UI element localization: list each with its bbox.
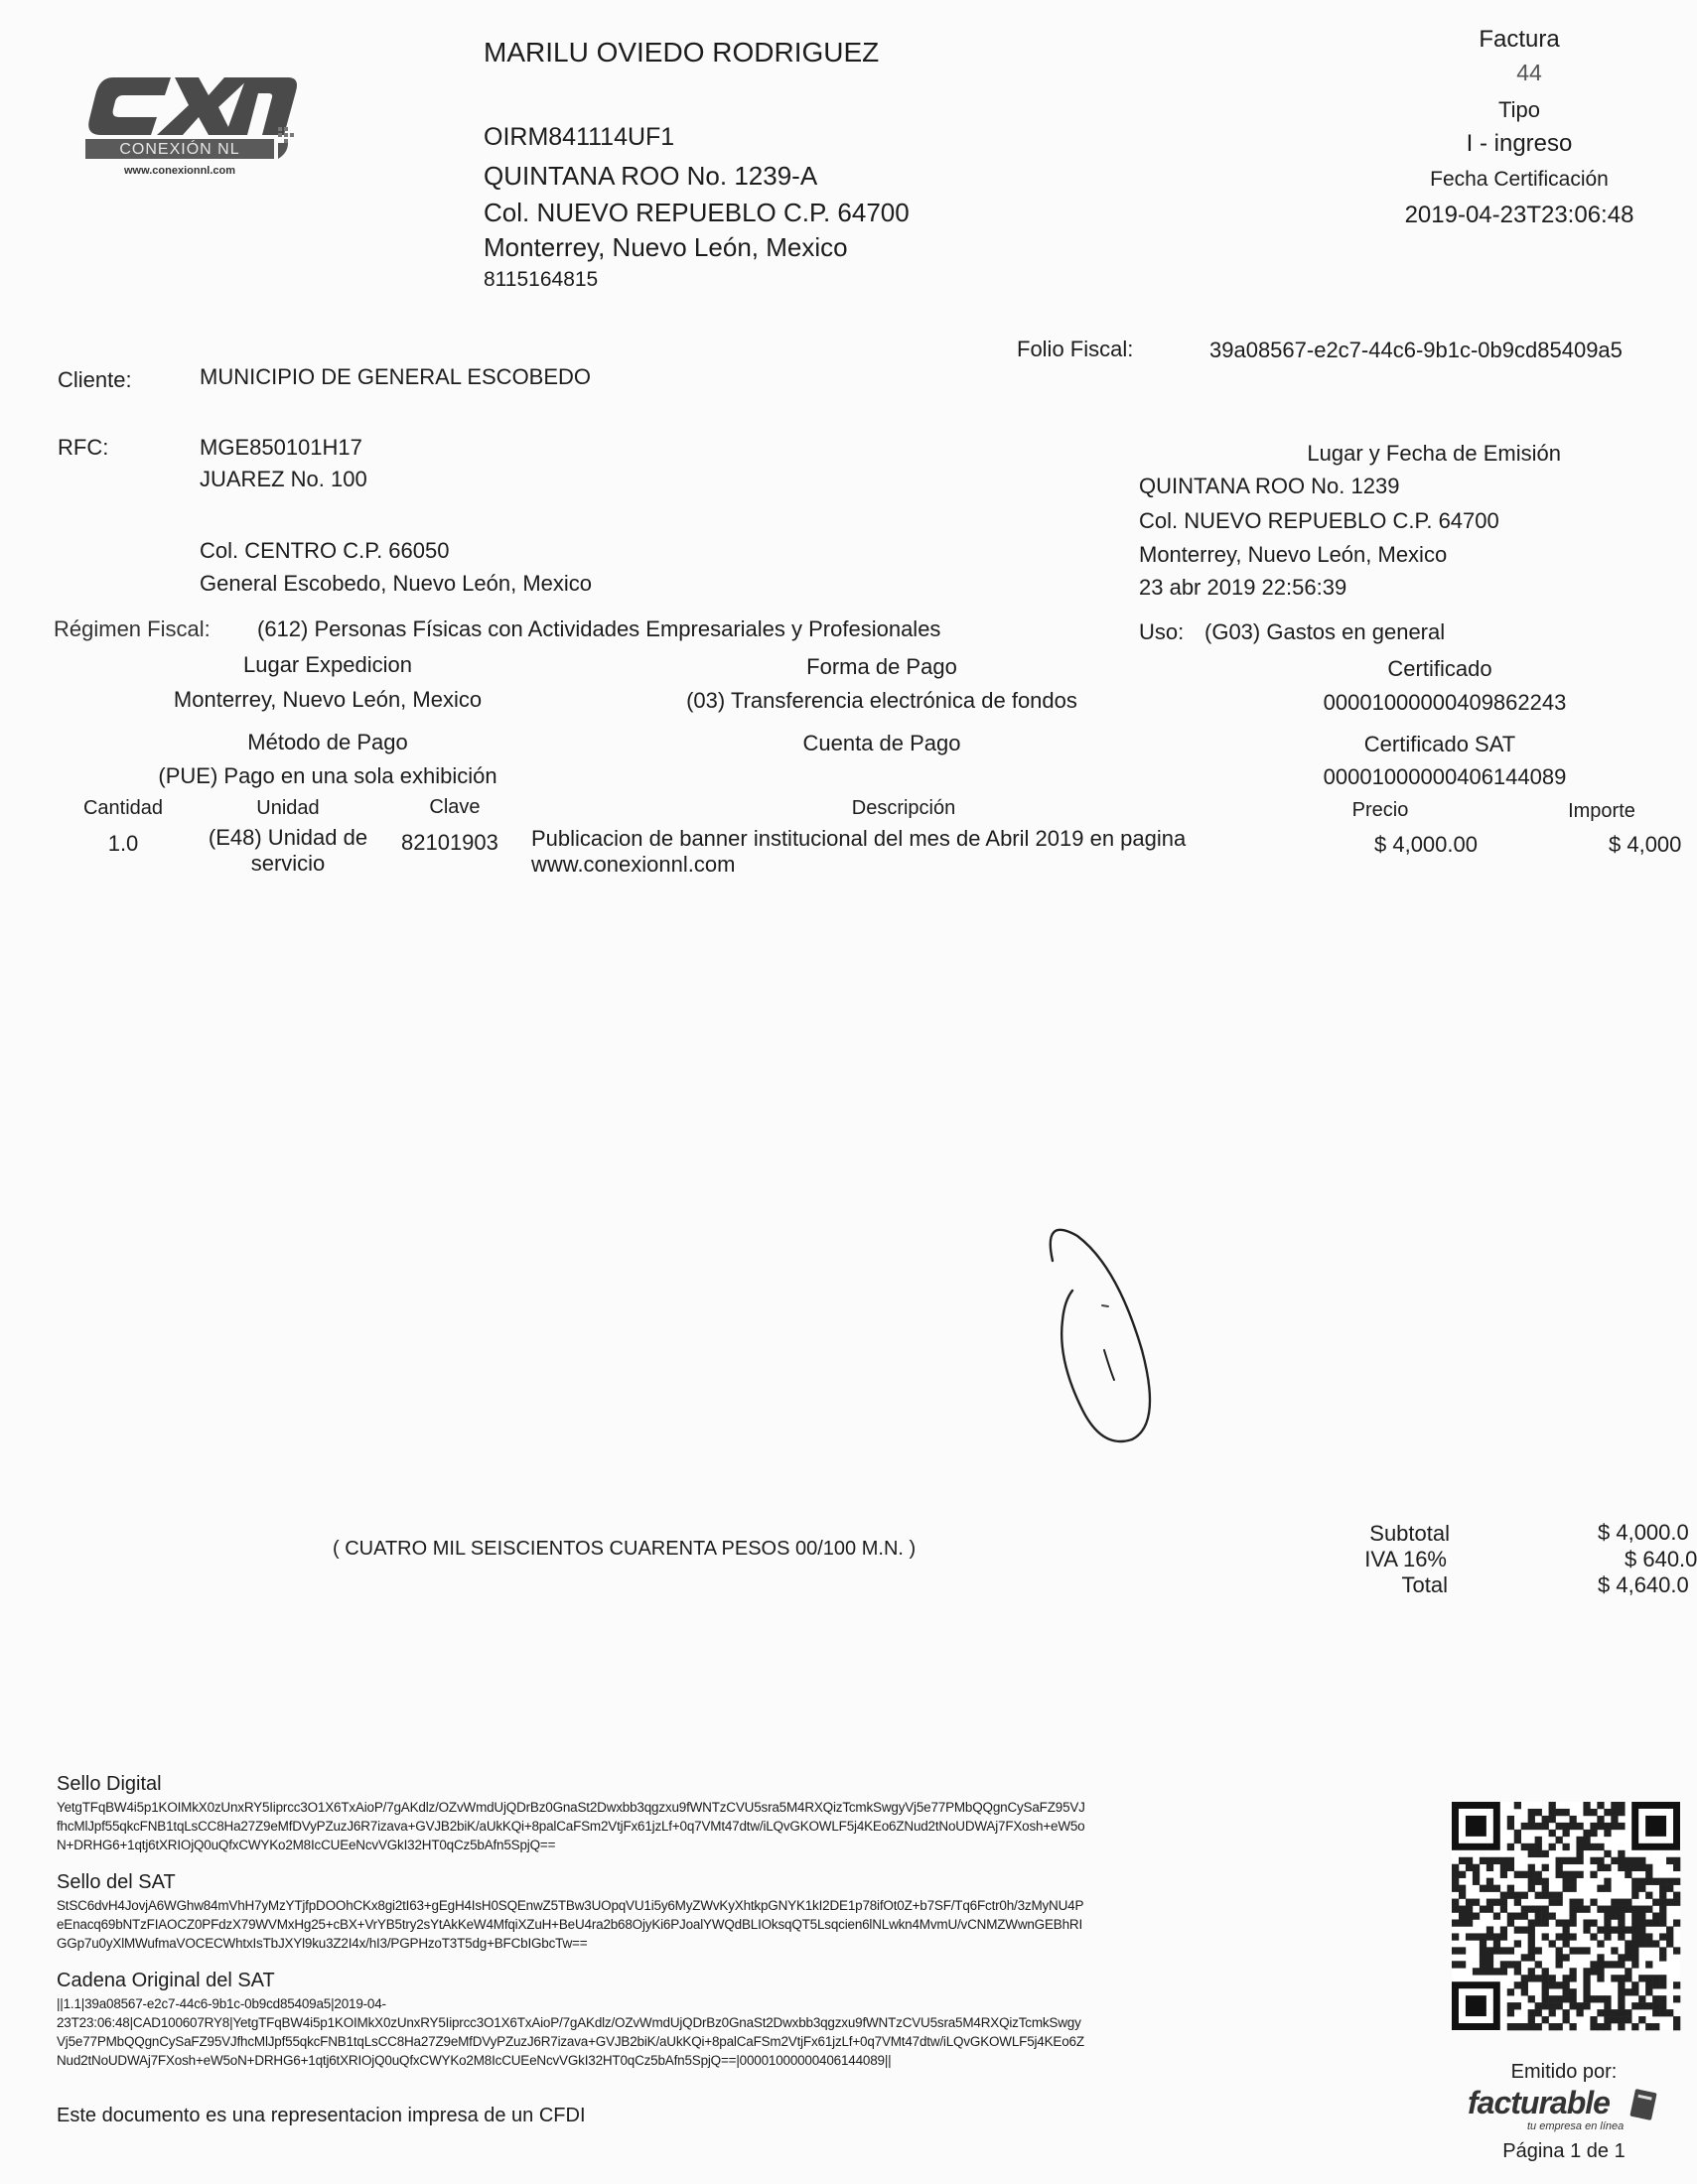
lugar-label: Lugar Expedicion [242, 652, 412, 677]
cert-date-value: 2019-04-23T23:06:48 [1404, 202, 1634, 228]
emission-city: Monterrey, Nuevo León, Mexico [1139, 542, 1448, 567]
cadena-line: 23T23:06:48|CAD100607RY8|YetgTFqBW4i5p1KOIMkX0zUnxRY5Iiprcc3O1X6TxAioP/7gAKdlz/OZvWmdUjQDrBz0GnaSt2Dwxbb3qgzxu9fWNTzCVU5sra5M4RXQizTcmkSwgy [57, 2015, 1081, 2030]
issuer-street: QUINTANA ROO No. 1239-A [484, 161, 818, 191]
qr-code-graphic [1452, 1802, 1680, 2030]
regimen-value: (612) Personas Físicas con Actividades Empresariales y Profesionales [257, 616, 941, 641]
row-precio: $ 4,000.00 [1374, 832, 1478, 857]
certsat-value: 00001000000406144089 [1323, 764, 1567, 789]
client-rfc: MGE850101H17 [200, 435, 362, 460]
col-header-importe: Importe [1568, 800, 1635, 822]
emission-colonia: Col. NUEVO REPUEBLO C.P. 64700 [1139, 508, 1499, 533]
regimen-label: Régimen Fiscal: [54, 616, 211, 641]
subtotal-value: $ 4,000.0 [1598, 1520, 1689, 1545]
total-value: $ 4,640.0 [1598, 1572, 1689, 1597]
sello-digital-line: fhcMlJpf55qkcFNB1tqLsCC8Ha27Z9eMfDVyPZuzJ6R7izava+GVJB2biK/aUkKQi+8palCaFSm2VtjFx61jzLf+0q7VMt47dtw/iLQvGKOWLF5j4KEo6ZNud2tNoUDWAj7FXosh+eW5o [57, 1819, 1085, 1834]
folio-label: Folio Fiscal: [1017, 337, 1134, 361]
col-header-precio: Precio [1351, 799, 1409, 821]
row-clave: 82101903 [401, 830, 498, 855]
row-desc-line2: www.conexionnl.com [531, 852, 736, 877]
issuer-colonia: Col. NUEVO REPUEBLO C.P. 64700 [484, 198, 910, 227]
emission-street: QUINTANA ROO No. 1239 [1139, 474, 1400, 498]
facturable-brand: facturable [1468, 2085, 1610, 2120]
sello-sat-label: Sello del SAT [57, 1871, 176, 1893]
client-street: JUAREZ No. 100 [200, 467, 367, 491]
type-value: I - ingreso [1466, 130, 1573, 157]
doc-label: Factura [1479, 26, 1560, 53]
emission-label: Lugar y Fecha de Emisión [1307, 441, 1561, 466]
page-number: Página 1 de 1 [1502, 2140, 1626, 2162]
cert-value: 00001000000409862243 [1323, 690, 1567, 715]
issuer-city: Monterrey, Nuevo León, Mexico [484, 232, 848, 262]
cadena-label: Cadena Original del SAT [57, 1970, 275, 1991]
subtotal-label: Subtotal [1369, 1521, 1450, 1546]
lugar-value: Monterrey, Nuevo León, Mexico [173, 687, 483, 712]
rfc-label: RFC: [58, 435, 109, 460]
client-colonia: Col. CENTRO C.P. 66050 [200, 538, 450, 563]
cert-label: Certificado [1387, 656, 1492, 681]
sello-sat-line: StSC6dvH4JovjA6WGhw84mVhH7yMzYTjfpDOOhCKx8gi2tI63+gEgH4IsH0SQEnwZ5TBw3UOpqVU1i5y6MyZWvKyXhtkpGNYK1kI2DE1p78ifOt0Z+b7SF/Tq6Fctr0h/3zMyNU4P [57, 1898, 1084, 1913]
facturable-tagline: tu empresa en línea [1527, 2120, 1625, 2132]
cadena-line: Nud2tNoUDWAj7FXosh+eW5oN+DRHG6+1qtj6tXRIOjQ0uQfxCWYKo2M8IcCUEeNcvVGkI32HT0qCz5bAfn5SpjQ==|00001000000406144089|| [57, 2053, 892, 2068]
row-unidad-line1: (E48) Unidad de [208, 825, 368, 850]
sello-sat-line: GGp7u0yXlMWufmaVOCECWhtxIsTbJXYl9ku3Z2I4x/hI3/PGPHzoT3T5dg+BFCbIGbcTw== [57, 1936, 588, 1951]
facturable-logo [1468, 2085, 1666, 2136]
sello-sat-line: eEnacq69bNTzFIAOCZ0PFdzX79WVMxHg25+cBX+VrYB5try2sYtAkKeW4MfqiXZuH+BeU4ra2b68OjyKi6PJoalYWQdBLIOksqQT5Lsqcien6lNLwkn4MvmU/vCNMZWwnGEBhRI [57, 1917, 1083, 1932]
client-name: MUNICIPIO DE GENERAL ESCOBEDO [200, 364, 592, 389]
row-desc-line1: Publicacion de banner institucional del mes de Abril 2019 en pagina [531, 826, 1187, 851]
cadena-line: ||1.1|39a08567-e2c7-44c6-9b1c-0b9cd85409a5|2019-04- [57, 1996, 386, 2011]
iva-value: $ 640.0 [1625, 1547, 1697, 1571]
forma-value: (03) Transferencia electrónica de fondos [686, 688, 1077, 713]
folio-value: 39a08567-e2c7-44c6-9b1c-0b9cd85409a5 [1209, 338, 1623, 362]
handwritten-signature [1033, 1221, 1182, 1459]
uso-value: (G03) Gastos en general [1204, 619, 1446, 644]
col-header-descripcion: Descripción [851, 797, 956, 819]
col-header-unidad: Unidad [256, 797, 320, 819]
row-cantidad: 1.0 [107, 831, 139, 856]
emission-date: 23 abr 2019 22:56:39 [1139, 575, 1347, 600]
col-header-clave: Clave [429, 796, 481, 818]
cuenta-label: Cuenta de Pago [802, 731, 961, 755]
company-logo [83, 69, 297, 179]
row-unidad-line2: servicio [250, 851, 326, 876]
issuer-rfc: OIRM841114UF1 [484, 123, 675, 151]
forma-label: Forma de Pago [806, 654, 957, 679]
metodo-value: (PUE) Pago en una sola exhibición [158, 763, 497, 788]
row-importe: $ 4,000 [1609, 832, 1682, 857]
issuer-phone: 8115164815 [484, 268, 599, 291]
total-label: Total [1401, 1572, 1448, 1597]
metodo-label: Método de Pago [247, 730, 408, 754]
amount-in-words: ( CUATRO MIL SEISCIENTOS CUARENTA PESOS 00/100 M.N. ) [333, 1538, 917, 1560]
cert-date-label: Fecha Certificación [1430, 168, 1609, 191]
sello-digital-label: Sello Digital [57, 1773, 162, 1795]
certsat-label: Certificado SAT [1363, 732, 1516, 756]
invoice-number: 44 [1516, 60, 1542, 85]
sello-digital-line: YetgTFqBW4i5p1KOIMkX0zUnxRY5Iiprcc3O1X6TxAioP/7gAKdlz/OZvWmdUjQDrBz0GnaSt2Dwxbb3qgzxu9fWNTzCVU5sra5M4RXQizTcmkSwgyVj5e77PMbQQgnCySaFZ95VJ [57, 1800, 1085, 1815]
cfdi-note: Este documento es una representacion impresa de un CFDI [57, 2105, 586, 2126]
col-header-cantidad: Cantidad [82, 797, 164, 819]
logo-url: www.conexionnl.com [123, 165, 236, 177]
client-label: Cliente: [58, 367, 132, 392]
iva-label: IVA 16% [1364, 1547, 1447, 1571]
issuer-name: MARILU OVIEDO RODRIGUEZ [484, 37, 880, 68]
cxn-logo-graphic [83, 69, 297, 179]
uso-label: Uso: [1139, 619, 1185, 644]
client-city: General Escobedo, Nuevo León, Mexico [200, 571, 593, 596]
qr-code [1452, 1802, 1680, 2030]
logo-subtitle: CONEXIÓN NL [119, 141, 240, 158]
type-label: Tipo [1498, 97, 1540, 122]
emitido-label: Emitido por: [1510, 2061, 1618, 2083]
cadena-line: Vj5e77PMbQQgnCySaFZ95VJfhcMlJpf55qkcFNB1tqLsCC8Ha27Z9eMfDVyPZuzJ6R7izava+GVJB2biK/aUkKQi+8palCaFSm2VtjFx61jzLf+0q7VMt47dtw/iLQvGKOWLF5j4KEo6Z [57, 2034, 1084, 2049]
facturable-icon [1626, 2087, 1660, 2124]
sello-digital-line: N+DRHG6+1qtj6tXRIOjQ0uQfxCWYKo2M8IcCUEeNcvVGkI32HT0qCz5bAfn5SpjQ== [57, 1838, 556, 1852]
